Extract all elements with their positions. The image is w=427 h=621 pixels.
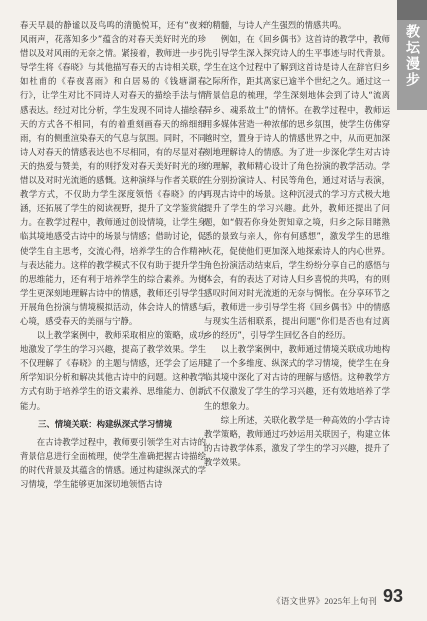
section-heading: 三、情境关联：构建纵深式学习情境 — [38, 418, 172, 429]
section-tab-label: 教坛漫步 — [404, 24, 420, 88]
paragraph-left-1: 春天早晨的静谧以及鸟鸣的清脆悦耳，还有“夜来风雨声，花落知多少”蕴含的对春天美好时光的珍惜以及对风雨的无奈之情。紧接着，教师进一步引导学生将《春晓》与其他描写春天的古诗相关联，如杜甫的《春夜喜雨》和白居易的《钱塘湖春行》，让学生对比不同诗人对春天的描绘手法与情感表达。经过对比分析，学生发现不同诗人描绘春天的方式各不相同，有的着重刻画春天的绵细细雨，有的侧重渲染春天的气息与氛围。同时，不同诗人对春天的情感表达也不尽相同，有的尽显对春天的热爱与赞美，有的则抒发对春天美好时光的珍惜以及对时光流逝的感慨。这种演绎与作者关联的教学方式，不仅助力学生深度领悟《春晓》的内涵，还拓展了学生的阅读视野，提升了文学鉴赏能力。在教学过程中，教师通过创设情境，让学生身临其境地感受古诗中的场景与情感；借助讨论，促使学生自主思考，交流心得，培养学生的合作精神与表达能力。这样的教学模式不仅有助于提升学生的思维能力，还有利于培养学生的综合素养。为使学生更深刻地理解古诗中的情感，教师还引导学生开展角色扮演与情境模拟活动，体会诗人的情感与心境，感受春天的美丽与宁静。 — [20, 20, 206, 326]
left-column — [20, 18, 206, 491]
paragraph-left-2: 以上教学案例中，教师采取相应的策略，成功地激发了学生的学习兴趣，提高了教学效果。学生不仅理解了《春晓》的主题与情感，还学会了运用所学知识分析和解决其他古诗中的问题。这种教学方式有助于培养学生的语文素养、思维能力、创新能力。 — [20, 330, 206, 411]
right-column — [204, 18, 390, 469]
paragraph-right-2: 以上教学案例中，教师通过情境关联成功地构建了一个多维度、纵深式的学习情境，使学生在身临其境中深化了对古诗的理解与感悟。这种教学方式不仅激发了学生的学习兴趣，还有效地培养了学生的想象力。 — [204, 344, 390, 411]
paragraph-right-1: 例如，在《回乡偶书》这首诗的教学中，教师先引导学生深入探究诗人的生平事迹与时代背景。学生在这个过程中了解到这首诗是诗人在辞官归乡之际所作，距其离家已逾半个世纪之久。通过这一背景信息的梳理，学生深刻地体会到了诗人“流离异乡、魂系故土”的情怀。在教学过程中，教师运用多媒体营造一种浓郁的思乡氛围，使学生仿佛穿越时空，置身于诗人的情感世界之中，从而更加深刻地理解诗人的情感。为了进一步深化学生对古诗的理解，教师精心设计了角色扮演的教学活动。学生分别扮演诗人、村民等角色，通过对话与表演，再现古诗中的场景。这种沉浸式的学习方式极大地提升了学生的学习兴趣。此外，教师还提出了问题，如“假若你身处贺知章之境，归乡之际目睹熟悉的景致与亲人，你有何感想”，激发学生的思维火花，促使他们更加深入地探索诗人的内心世界。角色扮演活动结束后，学生纷纷分享自己的感悟与体会，有的表达了对诗人归乡喜悦的共鸣，有的则感叹时间对时光流逝的无奈与惆怅。在分享环节之后，教师进一步引导学生将《回乡偶书》中的情感与现实生活相联系，提出问题“你们是否也有过离乡的经历”，引导学生回忆各自的经历。 — [204, 34, 390, 341]
page-footer — [0, 587, 427, 607]
section-tab — [397, 0, 427, 110]
journal-name: 《语文世界》2025年上旬刊 — [272, 596, 377, 606]
page-number: 93 — [382, 586, 403, 606]
corner-mark — [397, 0, 427, 20]
paragraph-left-3: 在古诗教学过程中，教师要引领学生对古诗的背景信息进行全面梳理，使学生准确把握古诗描绘的时代背景及其蕴含的情感。通过构建纵深式的学习情境，学生能够更加深切地领悟古诗 — [20, 436, 206, 489]
paragraph-right-0: 的精髓，与诗人产生强烈的情感共鸣。 — [204, 20, 347, 30]
paragraph-right-3: 综上所述，关联化教学是一种高效的小学古诗教学策略，教师通过巧妙运用关联因子，构建立体的古诗教学体系，激发了学生的学习兴趣，提升了教学效果。 — [204, 414, 390, 467]
